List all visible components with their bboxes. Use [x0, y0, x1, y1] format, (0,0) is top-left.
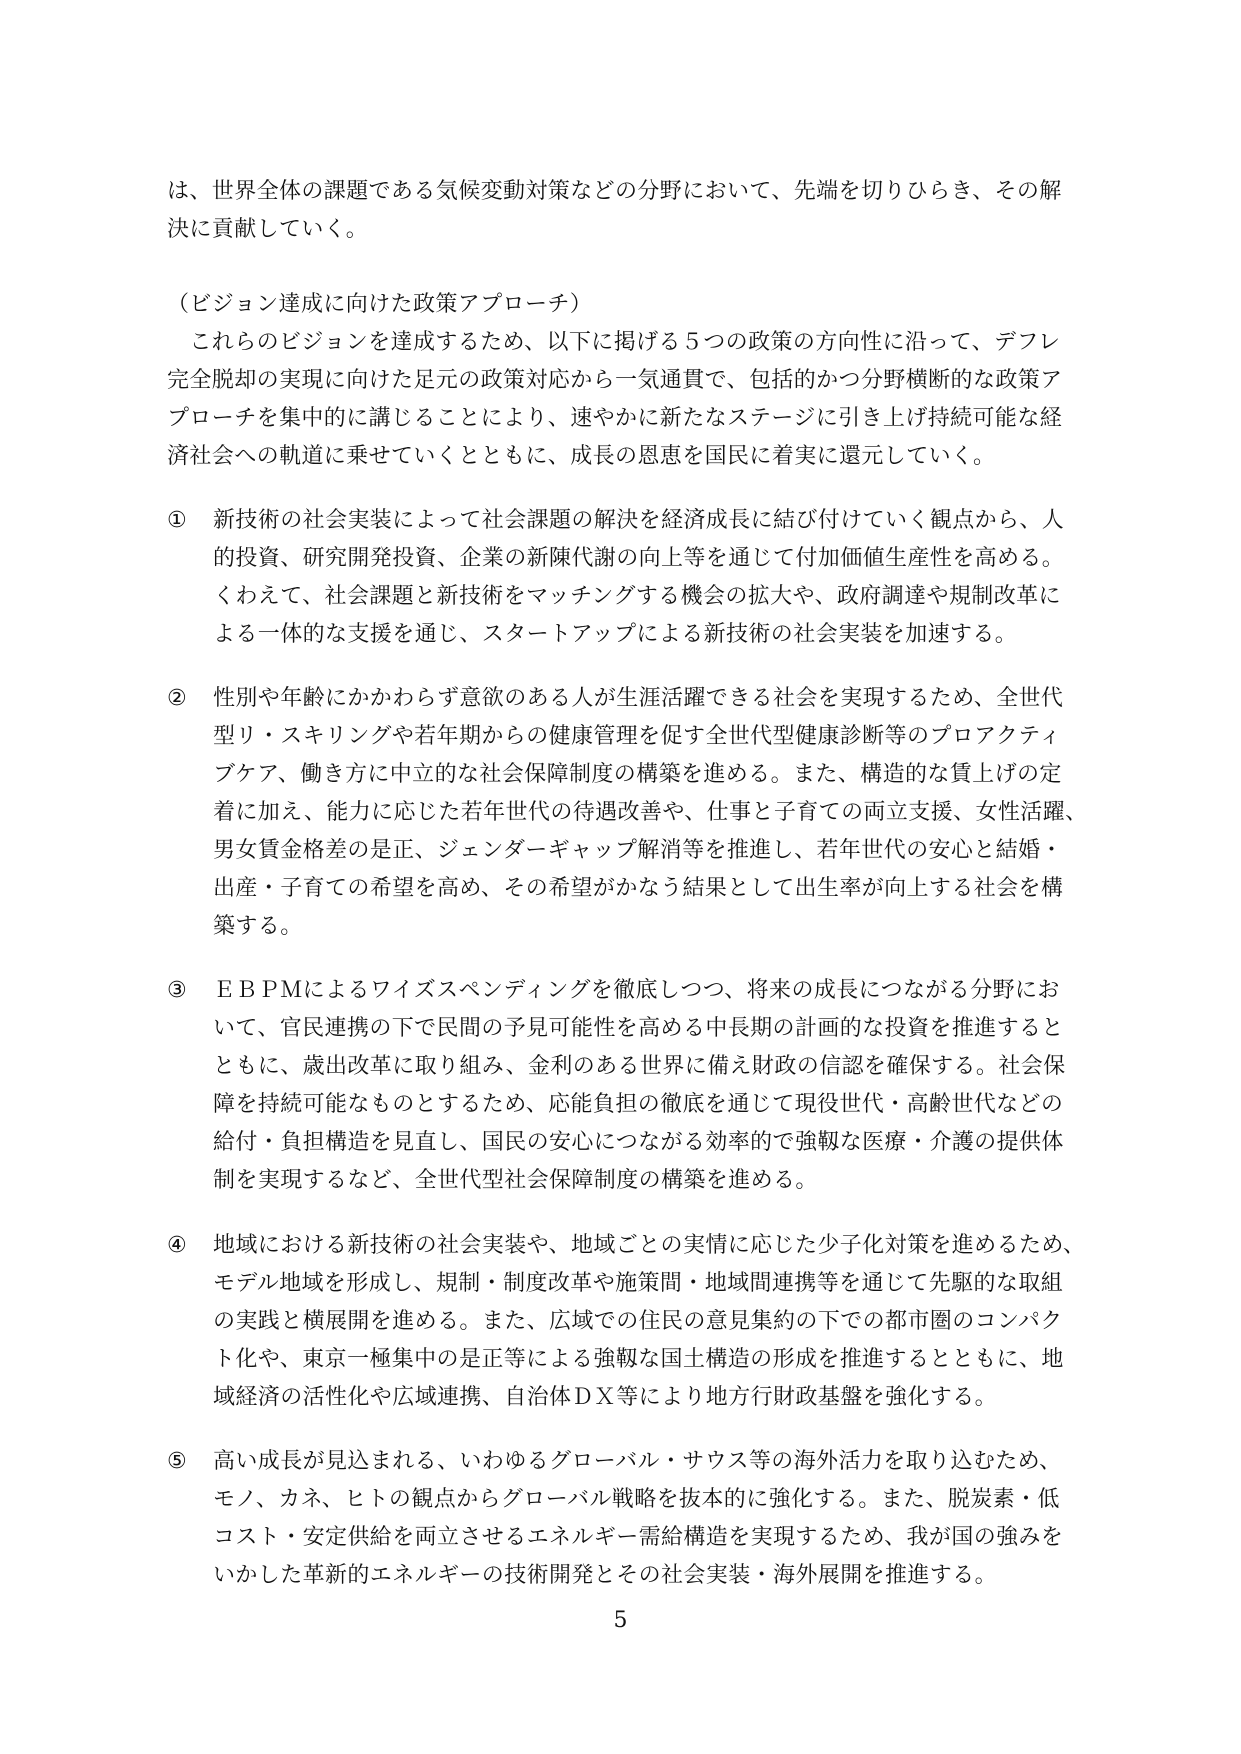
- text-line: 域経済の活性化や広域連携、自治体ＤＸ等により地方行財政基盤を強化する。: [213, 1385, 998, 1410]
- text-line: 給付・負担構造を見直し、国民の安心につながる効率的で強靱な医療・介護の提供体: [213, 1130, 1064, 1155]
- text-line: は、世界全体の課題である気候変動対策などの分野において、先端を切りひらき、その解: [167, 179, 1062, 204]
- item-number: ⑤: [167, 1449, 187, 1474]
- text-line: モノ、カネ、ヒトの観点からグローバル戦略を抜本的に強化する。また、脱炭素・低: [213, 1487, 1060, 1512]
- text-line: 男女賃金格差の是正、ジェンダーギャップ解消等を推進し、若年世代の安心と結婚・: [213, 838, 1063, 863]
- text-line: ブケア、働き方に中立的な社会保障制度の構築を進める。また、構造的な賃上げの定: [213, 762, 1062, 787]
- item-number: ④: [167, 1233, 187, 1258]
- text-line: モデル地域を形成し、規制・制度改革や施策間・地域間連携等を通じて先駆的な取組: [213, 1271, 1064, 1296]
- text-line: 出産・子育ての希望を高め、その希望がかなう結果として出生率が向上する社会を構: [213, 876, 1064, 901]
- text-line: くわえて、社会課題と新技術をマッチングする機会の拡大や、政府調達や規制改革に: [213, 584, 1061, 609]
- section-heading: （ビジョン達成に向けた政策アプローチ）: [167, 292, 593, 317]
- text-line: 性別や年齢にかかわらず意欲のある人が生涯活躍できる社会を実現するため、全世代: [213, 686, 1064, 711]
- text-line: 新技術の社会実装によって社会課題の解決を経済成長に結び付けていく観点から、人: [213, 508, 1065, 533]
- text-line: いて、官民連携の下で民間の予見可能性を高める中長期の計画的な投資を推進すると: [213, 1016, 1064, 1041]
- text-line: ト化や、東京一極集中の是正等による強靱な国土構造の形成を推進するとともに、地: [213, 1347, 1064, 1372]
- page-number: 5: [613, 1608, 628, 1633]
- text-line: 決に貢献していく。: [167, 217, 369, 242]
- item-number: ③: [167, 978, 187, 1003]
- text-line: よる一体的な支援を通じ、スタートアップによる新技術の社会実装を加速する。: [213, 622, 1018, 647]
- text-line: ともに、歳出改革に取り組み、金利のある世界に備え財政の信認を確保する。社会保: [213, 1054, 1066, 1079]
- text-line: 的投資、研究開発投資、企業の新陳代謝の向上等を通じて付加価値生産性を高める。: [213, 546, 1065, 571]
- text-line: プローチを集中的に講じることにより、速やかに新たなステージに引き上げ持続可能な経: [167, 406, 1063, 431]
- item-number: ②: [167, 686, 187, 711]
- text-line: 制を実現するなど、全世代型社会保障制度の構築を進める。: [213, 1168, 818, 1193]
- text-line: 築する。: [213, 914, 303, 939]
- text-line: コスト・安定供給を両立させるエネルギー需給構造を実現するため、我が国の強みを: [213, 1525, 1064, 1550]
- text-line: の実践と横展開を進める。また、広域での住民の意見集約の下での都市圏のコンパク: [213, 1309, 1063, 1334]
- text-line: いかした革新的エネルギーの技術開発とその社会実装・海外展開を推進する。: [213, 1563, 998, 1588]
- text-line: 障を持続可能なものとするため、応能負担の徹底を通じて現役世代・高齢世代などの: [213, 1092, 1064, 1117]
- item-number: ①: [167, 508, 187, 533]
- text-line: 完全脱却の実現に向けた足元の政策対応から一気通貫で、包括的かつ分野横断的な政策ア: [167, 368, 1063, 393]
- text-line: 地域における新技術の社会実装や、地域ごとの実情に応じた少子化対策を進めるため、: [213, 1233, 1086, 1258]
- text-line: 型リ・スキリングや若年期からの健康管理を促す全世代型健康診断等のプロアクティ: [213, 724, 1062, 749]
- text-line: 着に加え、能力に応じた若年世代の待遇改善や、仕事と子育ての両立支援、女性活躍、: [213, 800, 1088, 825]
- text-line: 済社会への軌道に乗せていくとともに、成長の恩恵を国民に着実に還元していく。: [167, 444, 996, 469]
- text-line: 高い成長が見込まれる、いわゆるグローバル・サウス等の海外活力を取り込むため、: [213, 1449, 1062, 1474]
- text-line: これらのビジョンを達成するため、以下に掲げる５つの政策の方向性に沿って、デフレ: [167, 330, 1061, 355]
- text-line: ＥＢＰＭによるワイズスペンディングを徹底しつつ、将来の成長につながる分野にお: [213, 978, 1060, 1003]
